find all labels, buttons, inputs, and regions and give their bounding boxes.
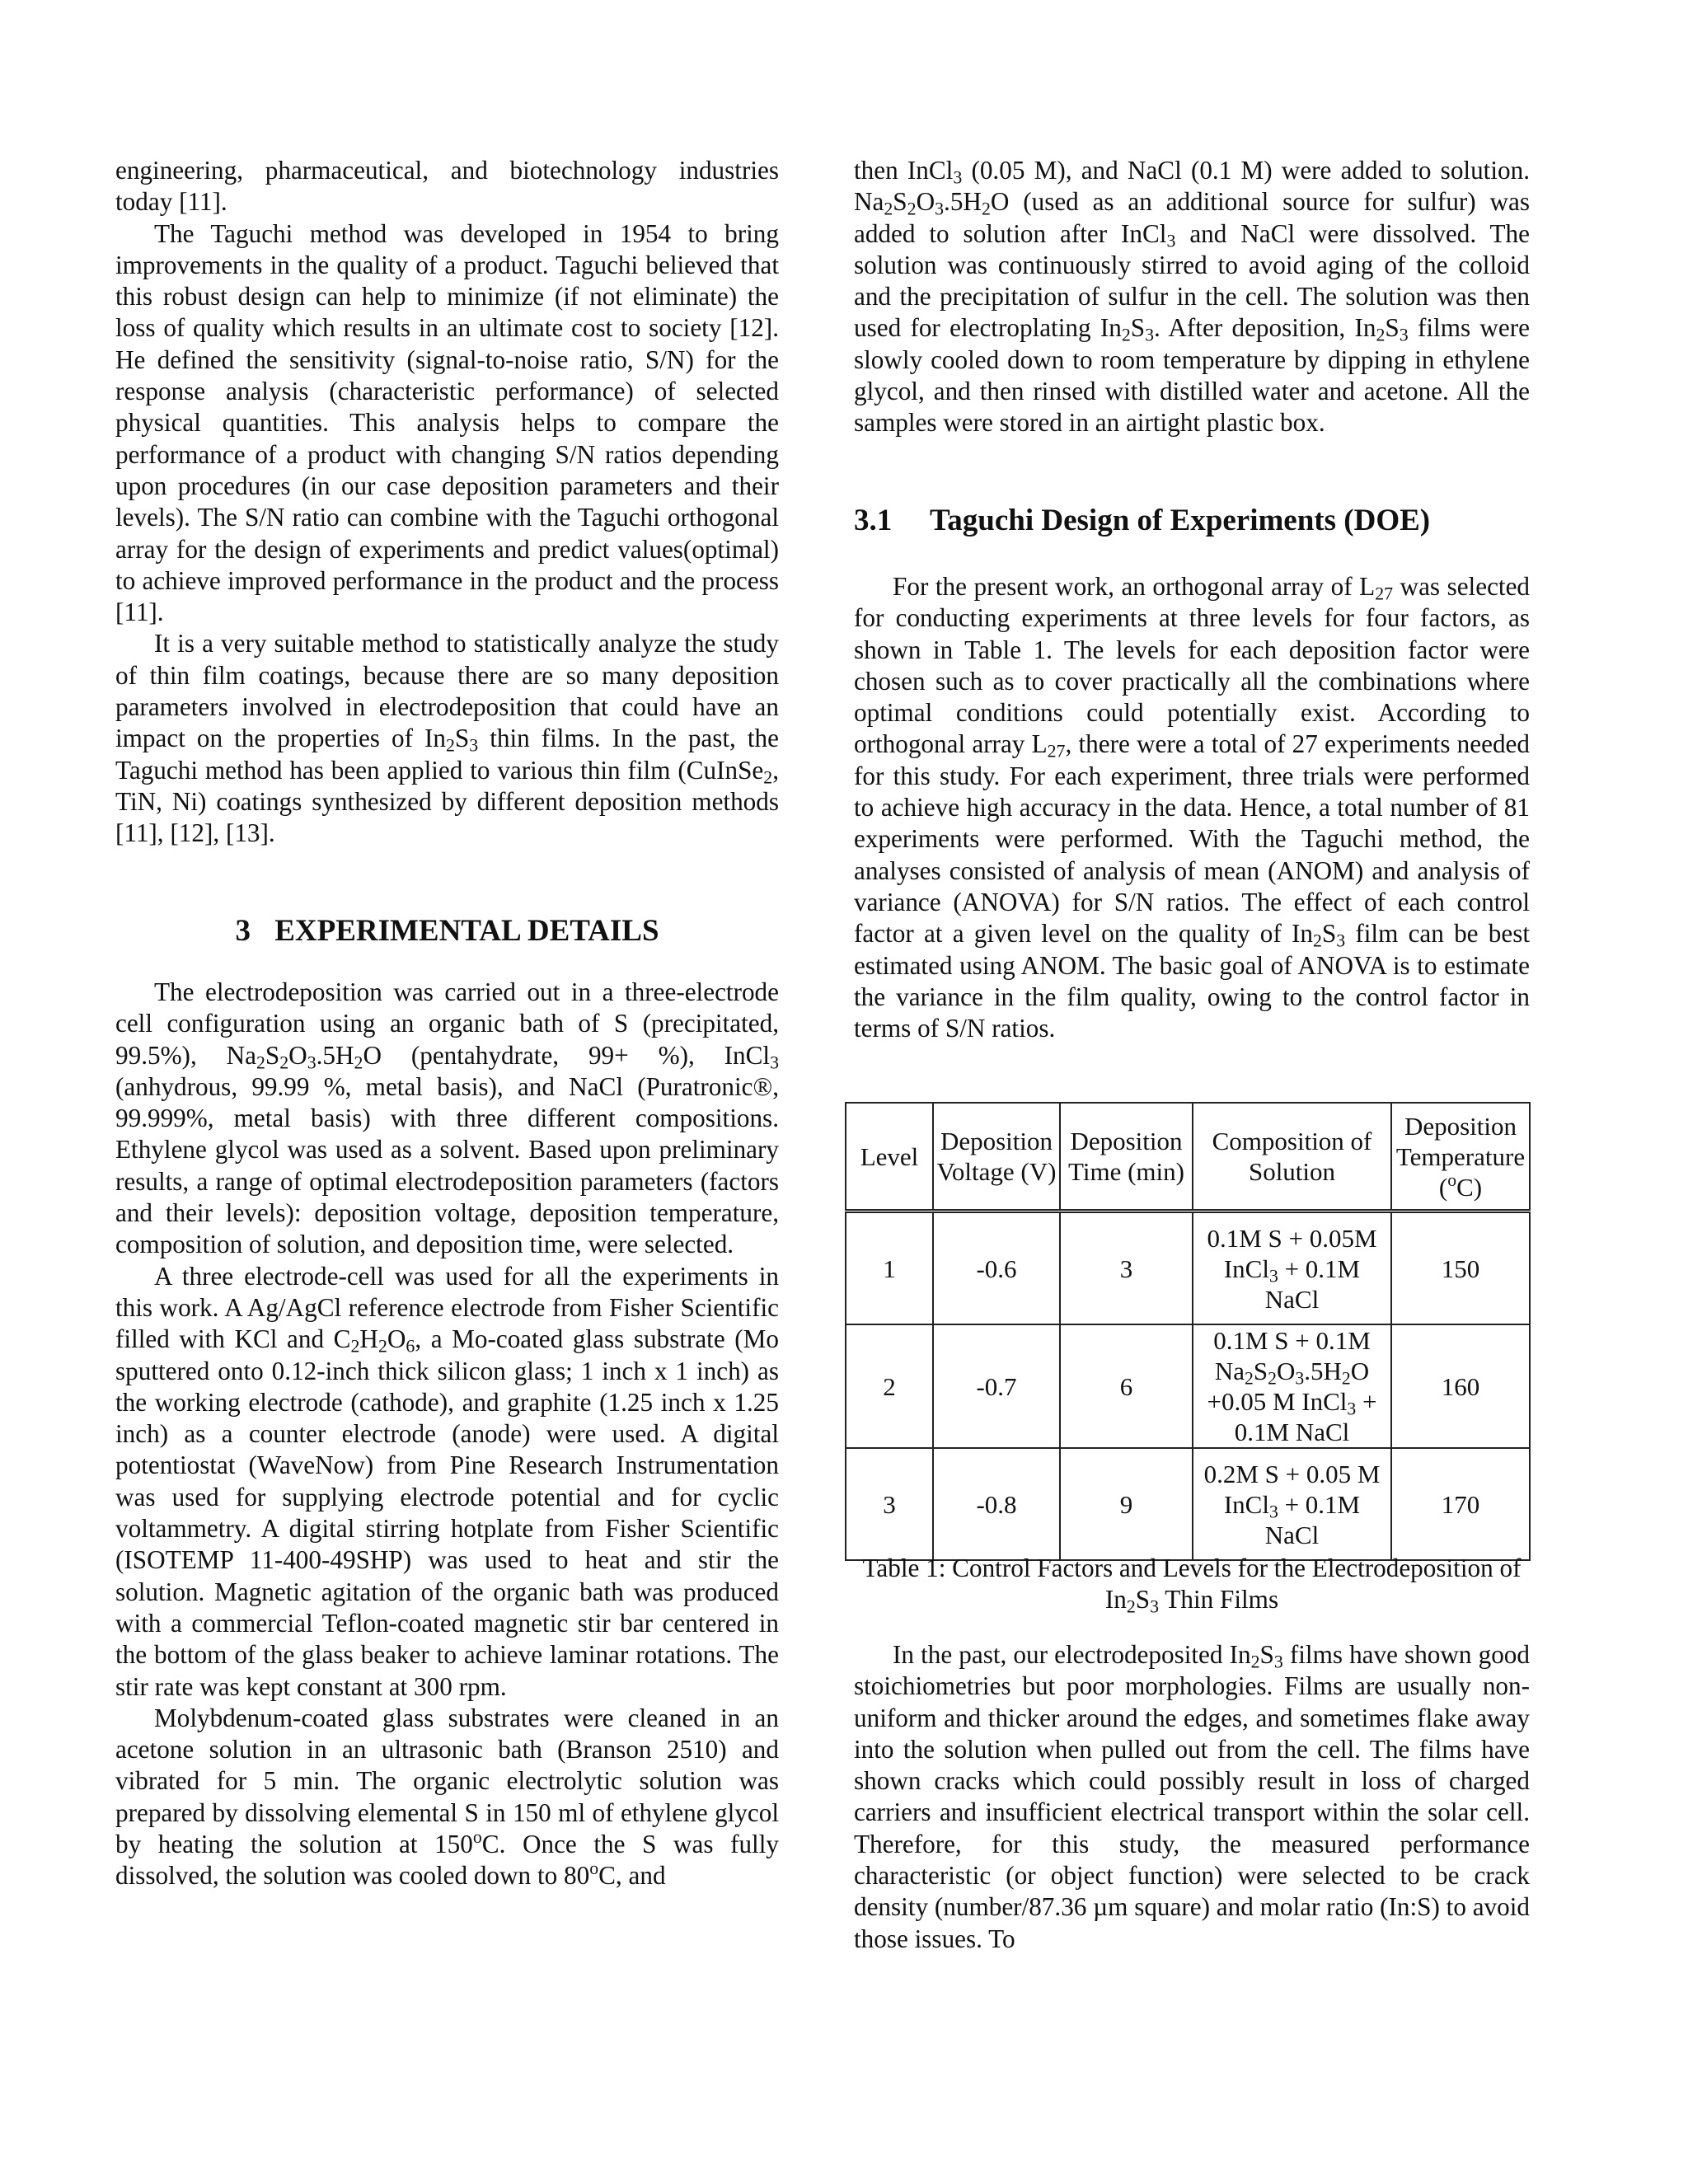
table-row — [846, 1324, 1530, 1448]
cell-temperature: 150 — [1391, 1212, 1530, 1325]
cell-level: 3 — [846, 1448, 933, 1560]
paragraph: In the past, our electrodeposited $In_2S_3$ films have shown good stoichiometries but poor morphologies. Films are usually non-uniform and thicker around the edges, and sometimes flake away into the solution when pulled out from the cell. The films have shown cracks which could possibly result in loss of charged carriers and insufficient electrical transport within the solar cell. Therefore, for this study, the measured performance characteristic (or object function) were selected to be crack density (number/87.36 µm square) and molar ratio (In:S) to avoid those issues. To — [854, 1640, 1530, 1953]
right-column-lower — [854, 1639, 1530, 1955]
cell-time: 3 — [1060, 1212, 1193, 1325]
section-title: EXPERIMENTAL DETAILS — [274, 914, 659, 948]
cell-voltage: -0.8 — [933, 1448, 1060, 1560]
cell-time: 6 — [1060, 1324, 1193, 1448]
cell-level: 2 — [846, 1324, 933, 1448]
header-composition: Composition of Solution — [1193, 1103, 1391, 1212]
paragraph: engineering, pharmaceutical, and biotechnology industries today [11]. — [115, 156, 779, 217]
table-row — [846, 1212, 1530, 1325]
cell-temperature: 160 — [1391, 1324, 1530, 1448]
paragraph: The electrodeposition was carried out in a three-electrode cell configuration using an organic bath of S (precipitated, 99.5%), $Na_2S_2O_3.5H_2O$ (pentahydrate, 99+ %), InCl$_3$ (anhydrous, 99.99 %, metal basis), and NaCl (Puratronic®, 99.999%, metal basis) with three different compositions. Ethylene glycol was used as a solvent. Based upon preliminary results, a range of optimal electrodeposition parameters (factors and their levels): deposition voltage, deposition temperature, composition of solution, and deposition time, were selected. — [115, 977, 779, 1259]
cell-temperature: 170 — [1391, 1448, 1530, 1560]
left-column — [115, 155, 779, 850]
cell-voltage: -0.7 — [933, 1324, 1060, 1448]
cell-voltage: -0.6 — [933, 1212, 1060, 1325]
paragraph: Molybdenum-coated glass substrates were cleaned in an acetone solution in an ultrasonic bath (Branson 2510) and vibrated for 5 min. The organic electrolytic solution was prepared by dissolving elemental S in 150 ml of ethylene glycol by heating the solution at 150$^o$C. Once the S was fully dissolved, the solution was cooled down to 80$^o$C, and — [115, 1703, 779, 1891]
header-temperature: Deposition Temperature ($^o$C) — [1391, 1103, 1530, 1212]
section-heading — [115, 915, 779, 948]
table-caption: Table 1: Control Factors and Levels for the Electrodeposition of $In_2S_3$ Thin Films — [862, 1554, 1522, 1617]
cell-level: 1 — [846, 1212, 933, 1325]
cell-composition: 0.1M S + 0.1M $Na_2S_2O_3.5H_2O +0.05$ M InCl$_3$ + 0.1M NaCl — [1193, 1324, 1391, 1448]
paragraph: It is a very suitable method to statistically analyze the study of thin film coatings, because there are so many deposition parameters involved in electrodeposition that could have an impact on the properties of $In_2S_3$ thin films. In the past, the Taguchi method has been applied to various thin film (CuInSe$_2$, TiN, Ni) coatings synthesized by different deposition methods [11], [12], [13]. — [115, 629, 779, 848]
header-voltage: Deposition Voltage (V) — [933, 1103, 1060, 1212]
section-number: 3.1 — [854, 504, 893, 537]
cell-time: 9 — [1060, 1448, 1193, 1560]
right-column — [854, 155, 1530, 439]
section-number: 3 — [235, 914, 251, 948]
right-column-middle — [854, 571, 1530, 1044]
paragraph: The Taguchi method was developed in 1954 to bring improvements in the quality of a product. Taguchi believed that this robust design can help to minimize (if not eliminate) the loss of quality which results in an ultimate cost to society [12]. He defined the sensitivity (signal-to-noise ratio, S/N) for the response analysis (characteristic performance) of selected physical quantities. This analysis helps to compare the performance of a product with changing S/N ratios depending upon procedures (in our case deposition parameters and their levels). The S/N ratio can combine with the Taguchi orthogonal array for the design of experiments and predict values(optimal) to achieve improved performance in the product and the process [11]. — [115, 218, 779, 627]
cell-composition: 0.2M S + 0.05 M InCl$_3$ + 0.1M NaCl — [1193, 1448, 1391, 1560]
section-title: Taguchi Design of Experiments (DOE) — [930, 504, 1431, 537]
table-row — [846, 1448, 1530, 1560]
paragraph: then InCl$_3$ (0.05 M), and NaCl (0.1 M) were added to solution. $Na_2S_2O_3.5H_2O$ (used as an additional source for sulfur) was added to solution after InCl$_3$ and NaCl were dissolved. The solution was continuously stirred to avoid aging of the colloid and the precipitation of sulfur in the cell. The solution was then used for electroplating $In_2S_3$. After deposition, $In_2S_3$ films were slowly cooled down to room temperature by dipping in ethylene glycol, and then rinsed with distilled water and acetone. All the samples were stored in an airtight plastic box. — [854, 156, 1530, 438]
subsection-heading — [854, 504, 1530, 537]
cell-composition: 0.1M S + 0.05M InCl$_3$ + 0.1M NaCl — [1193, 1212, 1391, 1325]
header-level: Level — [846, 1103, 933, 1212]
paragraph: For the present work, an orthogonal array of $L_{27}$ was selected for conducting experiments at three levels for four factors, as shown in Table 1. The levels for each deposition factor were chosen such as to cover practically all the combinations where optimal conditions could potentially exist. According to orthogonal array $L_{27}$, there were a total of 27 experiments needed for this study. For each experiment, three trials were performed to achieve high accuracy in the data. Hence, a total number of 81 experiments were performed. With the Taguchi method, the analyses consisted of analysis of mean (ANOM) and analysis of variance (ANOVA) for S/N ratios. The effect of each control factor at a given level on the quality of $In_2S_3$ film can be best estimated using ANOM. The basic goal of ANOVA is to estimate the variance in the film quality, owing to the control factor in terms of S/N ratios. — [854, 572, 1531, 1043]
control-factors-table — [845, 1102, 1531, 1561]
left-column-lower — [115, 977, 779, 1892]
table-header-row — [846, 1103, 1530, 1212]
header-time: Deposition Time (min) — [1060, 1103, 1193, 1212]
paragraph: A three electrode-cell was used for all the experiments in this work. A Ag/AgCl reference electrode from Fisher Scientific filled with KCl and $C_2H_2O_6$, a Mo-coated glass substrate (Mo sputtered onto 0.12-inch thick silicon glass; 1 inch x 1 inch) as the working electrode (cathode), and graphite (1.25 inch x 1.25 inch) as a counter electrode (anode) were used. A digital potentiostat (WaveNow) from Pine Research Instrumentation was used for supplying electrode potential and for cyclic voltammetry. A digital stirring hotplate from Fisher Scientific (ISOTEMP 11-400-49SHP) was used to heat and stir the solution. Magnetic agitation of the organic bath was produced with a commercial Teflon-coated magnetic stir bar centered in the bottom of the glass beaker to achieve laminar rotations. The stir rate was kept constant at 300 rpm. — [115, 1261, 779, 1701]
